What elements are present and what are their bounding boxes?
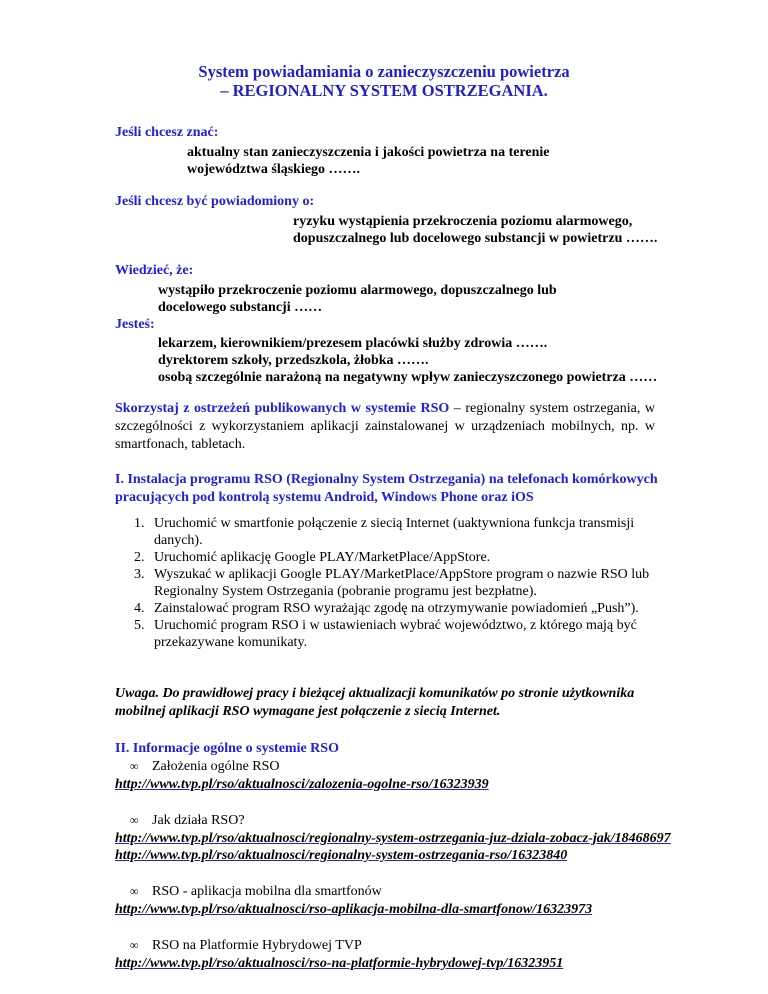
bullet-label: Założenia ogólne RSO: [152, 759, 280, 774]
question-answer-know: [187, 144, 550, 178]
infinity-bullet-icon: ∞: [130, 759, 139, 773]
answer-line: województwa śląskiego …….: [187, 162, 361, 177]
question-heading-know: Jeśli chcesz znać:: [115, 125, 219, 140]
answer-line: ryzyku wystąpienia przekroczenia poziomu alarmowego,: [293, 214, 633, 229]
bullet-item: [130, 758, 280, 775]
infinity-bullet-icon: ∞: [130, 884, 139, 898]
bullet-item: [130, 937, 362, 954]
bullet-label: Jak działa RSO?: [152, 813, 245, 828]
bullet-item: [130, 812, 245, 829]
note-paragraph: Uwaga. Do prawidłowej pracy i bieżącej aktualizacji komunikatów po stronie użytkownika mobilnej aplikacji RSO wymagane jest połączenie z siecią Internet.: [115, 686, 635, 719]
list-item: [115, 549, 675, 566]
step-number: 3.: [134, 567, 145, 582]
document-title: [0, 62, 768, 100]
section-2-heading: II. Informacje ogólne o systemie RSO: [115, 741, 339, 756]
question-heading-you-are: Jesteś:: [115, 317, 155, 332]
title-line-1: System powiadamiania o zanieczyszczeniu powietrza: [198, 62, 570, 81]
answer-line: dopuszczalnego lub docelowego substancji w powietrzu …….: [293, 231, 658, 246]
intro-text: – regionalny system ostrzegania, w szczególności z wykorzystaniem aplikacji zainstalowanej w urządzeniach mobilnych, np. w smartfonach, tabletach.: [115, 401, 655, 452]
section-1-heading-line-2: pracujących pod kontrolą systemu Android, Windows Phone oraz iOS: [115, 490, 534, 505]
step-number: 5.: [134, 618, 145, 633]
step-text: Uruchomić w smartfonie połączenie z siecią Internet (uaktywniona funkcja transmisji danych).: [154, 516, 635, 548]
link-regionalny-system[interactable]: http://www.tvp.pl/rso/aktualnosci/regionalny-system-ostrzegania-rso/16323840: [115, 848, 568, 863]
section-1-heading-line-1: I. Instalacja programu RSO (Regionalny System Ostrzegania) na telefonach komórkowych: [115, 472, 658, 487]
step-text: Wyszukać w aplikacji Google PLAY/MarketPlace/AppStore program o nazwie RSO lub Regionalny System Ostrzegania (pobranie programu jest bezpłatne).: [154, 567, 650, 599]
answer-line: osobą szczególnie narażoną na negatywny wpływ zanieczyszczonego powietrza ……: [158, 370, 658, 385]
question-answer-you-are: [158, 335, 657, 386]
intro-paragraph: [115, 400, 655, 454]
infinity-bullet-icon: ∞: [130, 813, 139, 827]
link-aplikacja-mobilna[interactable]: http://www.tvp.pl/rso/aktualnosci/rso-aplikacja-mobilna-dla-smartfonow/16323973: [115, 902, 593, 917]
intro-highlight: Skorzystaj z ostrzeżeń publikowanych w systemie RSO: [115, 401, 450, 416]
answer-line: docelowego substancji ……: [158, 300, 323, 315]
link-jak-dziala[interactable]: http://www.tvp.pl/rso/aktualnosci/regionalny-system-ostrzegania-juz-dziala-zobacz-jak/18468697: [115, 831, 671, 846]
question-answer-aware: [158, 282, 557, 316]
answer-line: wystąpiło przekroczenie poziomu alarmowego, dopuszczalnego lub: [158, 283, 557, 298]
answer-line: lekarzem, kierownikiem/prezesem placówki służby zdrowia …….: [158, 336, 548, 351]
link-zalozenia-ogolne[interactable]: http://www.tvp.pl/rso/aktualnosci/zalozenia-ogolne-rso/16323939: [115, 777, 489, 792]
infinity-bullet-icon: ∞: [130, 938, 139, 952]
step-number: 2.: [134, 550, 145, 565]
question-heading-notified: Jeśli chcesz być powiadomiony o:: [115, 194, 315, 209]
bullet-label: RSO na Platformie Hybrydowej TVP: [152, 938, 362, 953]
step-number: 4.: [134, 601, 145, 616]
step-text: Uruchomić program RSO i w ustawieniach wybrać województwo, z którego mają być przekazywane komunikaty.: [154, 618, 637, 650]
title-line-2: – REGIONALNY SYSTEM OSTRZEGANIA.: [220, 81, 548, 100]
list-item: [115, 617, 675, 651]
link-platforma-hybrydowa[interactable]: http://www.tvp.pl/rso/aktualnosci/rso-na-platformie-hybrydowej-tvp/16323951: [115, 956, 564, 971]
section-1-heading: [115, 471, 658, 507]
bullet-label: RSO - aplikacja mobilna dla smartfonów: [152, 884, 382, 899]
question-heading-aware: Wiedzieć, że:: [115, 263, 194, 278]
list-item: [115, 566, 675, 600]
step-text: Zainstalować program RSO wyrażając zgodę na otrzymywanie powiadomień „Push”).: [154, 601, 639, 616]
step-number: 1.: [134, 516, 145, 531]
bullet-item: [130, 883, 382, 900]
install-steps-list: [115, 515, 675, 651]
answer-line: aktualny stan zanieczyszczenia i jakości powietrza na terenie: [187, 145, 550, 160]
list-item: [115, 515, 675, 549]
answer-line: dyrektorem szkoły, przedszkola, żłobka …….: [158, 353, 429, 368]
question-answer-notified: [293, 213, 657, 247]
list-item: [115, 600, 675, 617]
step-text: Uruchomić aplikację Google PLAY/MarketPlace/AppStore.: [154, 550, 491, 565]
